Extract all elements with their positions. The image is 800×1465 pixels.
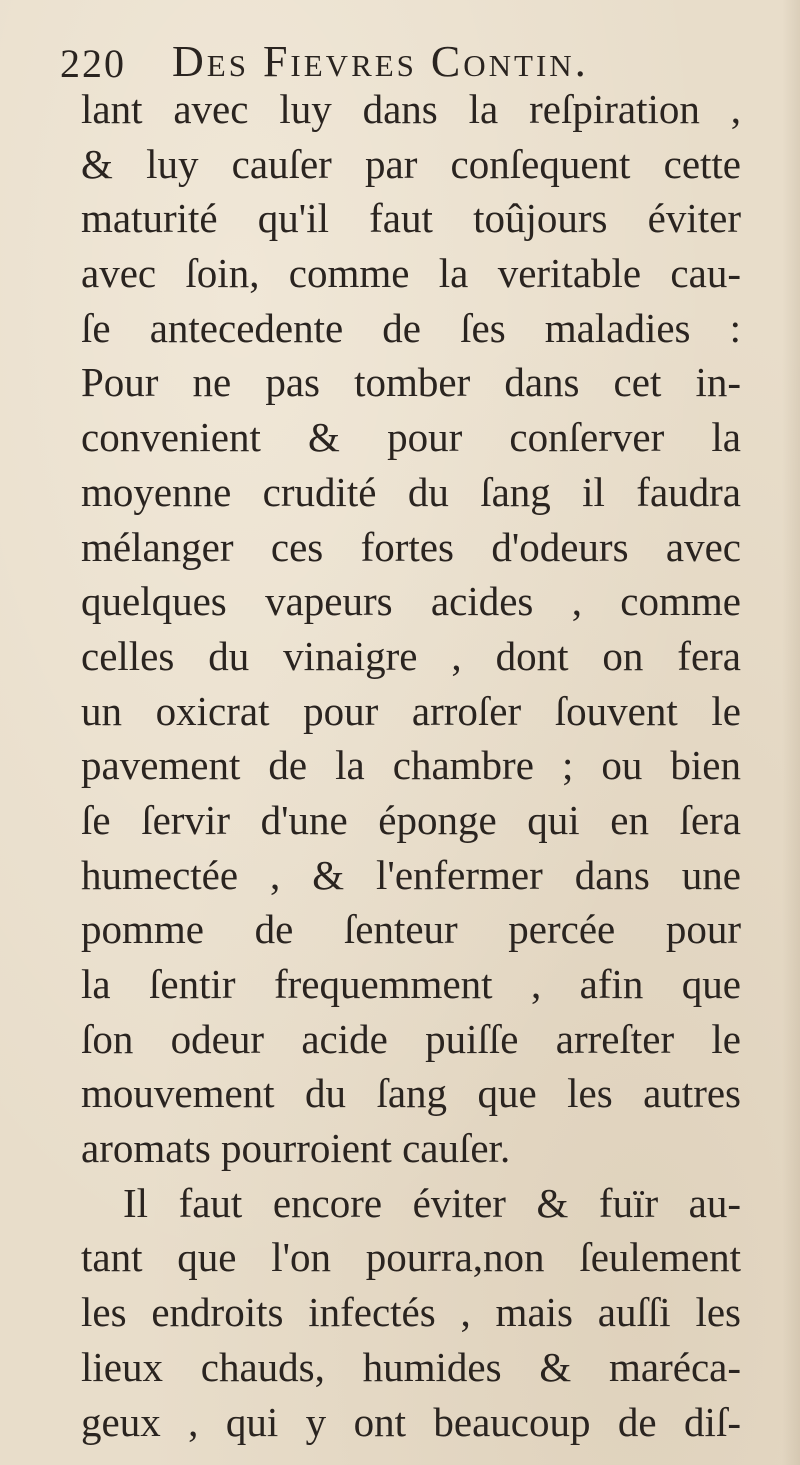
text-line: mouvement du ſang que les autres [81, 1070, 741, 1117]
text-line: lant avec luy dans la reſpiration , [81, 86, 741, 132]
text-line: avec ſoin, comme la veritable cau- [81, 250, 741, 297]
text-line: moyenne crudité du ſang il faudra [81, 468, 741, 515]
text-line: la ſentir frequemment , afin que [81, 961, 741, 1007]
text-line: aromats pourroient cauſer. [81, 1125, 511, 1172]
text-line: humectée , & l'enfermer dans une [81, 851, 741, 898]
text-line: maturité qu'il faut toûjours éviter [81, 195, 741, 242]
text-line: geux , qui y ont beaucoup de diſ- [81, 1398, 741, 1445]
text-line: lieux chauds, humides & maréca- [81, 1343, 741, 1390]
text-line: celles du vinaigre , dont on fera [81, 632, 741, 679]
text-line: pomme de ſenteur percée pour [81, 906, 741, 953]
text-line: ſe ſervir d'une éponge qui en ſera [81, 796, 741, 843]
page-number: 220 [60, 41, 126, 86]
text-line: Il faut encore éviter & fuïr au- [123, 1179, 741, 1226]
text-line: ſe antecedente de ſes maladies : [81, 304, 741, 351]
running-title: Des Fievres Contin. [172, 37, 589, 86]
text-line: & luy cauſer par conſequent cette [81, 140, 741, 187]
text-line: pavement de la chambre ; ou bien [81, 742, 741, 789]
text-line: les endroits infectés , mais auſſi les [81, 1289, 741, 1336]
body-text [81, 82, 741, 1449]
text-line: quelques vapeurs acides , comme [81, 578, 741, 625]
text-line: mélanger ces fortes d'odeurs avec [81, 523, 741, 570]
text-line: Pour ne pas tomber dans cet in- [81, 359, 741, 406]
text-line: ſon odeur acide puiſſe arreſter le [81, 1015, 741, 1062]
text-line: tant que l'on pourra,non ſeulement [81, 1234, 741, 1281]
page-edge-shadow [782, 0, 800, 1465]
text-line: un oxicrat pour arroſer ſouvent le [81, 687, 741, 734]
text-line: convenient & pour conſerver la [81, 414, 741, 461]
